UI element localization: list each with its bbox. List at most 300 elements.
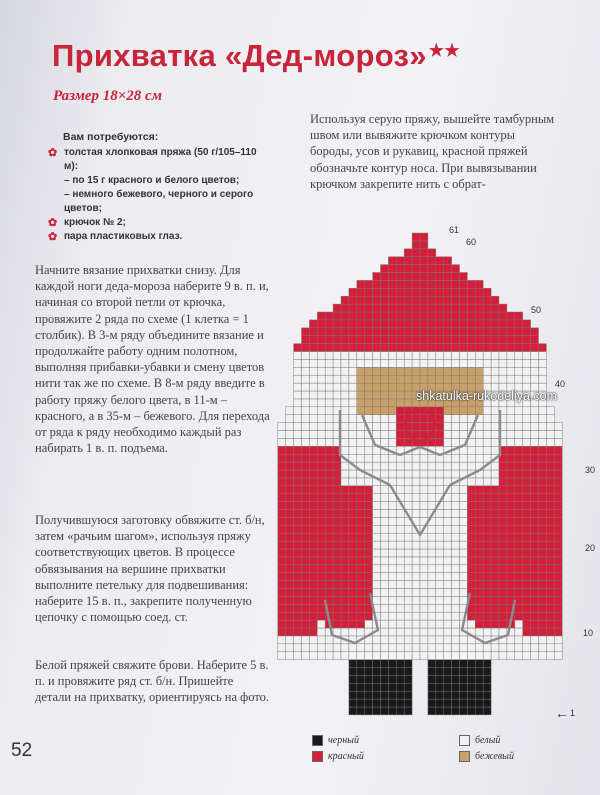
chart-cell	[388, 304, 396, 312]
chart-cell	[436, 359, 444, 367]
chart-cell	[349, 533, 357, 541]
chart-cell	[412, 557, 420, 565]
instructions-paragraph: Белой пряжей свяжите брови. Наберите 5 в. п. и провяжите ряд ст. б/н. Пришейте детали на прихватку, ориентируясь на фото.	[35, 658, 269, 705]
chart-cell	[381, 573, 389, 581]
chart-cell	[523, 423, 531, 431]
chart-cell	[357, 438, 365, 446]
chart-cell	[452, 549, 460, 557]
chart-cell	[539, 557, 547, 565]
chart-cell	[531, 470, 539, 478]
chart-cell	[523, 636, 531, 644]
chart-cell	[286, 628, 294, 636]
chart-cell	[396, 525, 404, 533]
chart-cell	[539, 502, 547, 510]
chart-cell	[357, 375, 365, 383]
chart-cell	[309, 320, 317, 328]
chart-cell	[341, 486, 349, 494]
chart-cell	[412, 494, 420, 502]
chart-cell	[365, 312, 373, 320]
chart-cell	[381, 312, 389, 320]
crochet-chart	[270, 215, 600, 730]
chart-cell	[428, 438, 436, 446]
chart-cell	[388, 415, 396, 423]
chart-cell	[381, 683, 389, 691]
chart-cell	[333, 336, 341, 344]
chart-cell	[531, 478, 539, 486]
chart-cell	[554, 533, 562, 541]
chart-cell	[515, 367, 523, 375]
chart-cell	[436, 336, 444, 344]
chart-cell	[507, 423, 515, 431]
chart-cell	[341, 383, 349, 391]
chart-cell	[539, 423, 547, 431]
chart-cell	[436, 620, 444, 628]
chart-cell	[507, 517, 515, 525]
chart-cell	[404, 280, 412, 288]
chart-cell	[412, 344, 420, 352]
chart-cell	[317, 581, 325, 589]
chart-cell	[452, 494, 460, 502]
chart-cell	[349, 620, 357, 628]
chart-cell	[381, 352, 389, 360]
chart-cell	[475, 533, 483, 541]
chart-cell	[523, 352, 531, 360]
chart-cell	[317, 549, 325, 557]
chart-cell	[333, 589, 341, 597]
chart-cell	[373, 517, 381, 525]
chart-cell	[475, 336, 483, 344]
chart-cell	[531, 525, 539, 533]
chart-cell	[286, 652, 294, 660]
chart-cell	[428, 454, 436, 462]
chart-cell	[412, 589, 420, 597]
chart-cell	[381, 510, 389, 518]
chart-cell	[420, 510, 428, 518]
chart-cell	[333, 470, 341, 478]
chart-cell	[317, 525, 325, 533]
chart-cell	[302, 336, 310, 344]
chart-cell	[309, 581, 317, 589]
chart-cell	[381, 399, 389, 407]
chart-cell	[357, 280, 365, 288]
chart-cell	[388, 565, 396, 573]
chart-cell	[317, 557, 325, 565]
chart-cell	[381, 320, 389, 328]
chart-cell	[404, 478, 412, 486]
chart-cell	[467, 549, 475, 557]
chart-cell	[436, 675, 444, 683]
chart-cell	[388, 683, 396, 691]
chart-cell	[341, 359, 349, 367]
chart-cell	[302, 596, 310, 604]
chart-cell	[531, 454, 539, 462]
chart-cell	[444, 375, 452, 383]
chart-cell	[483, 668, 491, 676]
chart-cell	[309, 438, 317, 446]
chart-cell	[317, 565, 325, 573]
chart-cell	[475, 304, 483, 312]
chart-cell	[302, 446, 310, 454]
chart-cell	[302, 431, 310, 439]
chart-cell	[428, 573, 436, 581]
chart-cell	[483, 699, 491, 707]
chart-cell	[333, 517, 341, 525]
chart-cell	[491, 462, 499, 470]
chart-cell	[539, 589, 547, 597]
chart-cell	[341, 320, 349, 328]
chart-cell	[475, 328, 483, 336]
chart-cell	[357, 446, 365, 454]
chart-cell	[436, 612, 444, 620]
chart-cell	[428, 644, 436, 652]
chart-cell	[357, 494, 365, 502]
chart-cell	[388, 288, 396, 296]
chart-cell	[309, 399, 317, 407]
chart-cell	[325, 502, 333, 510]
chart-cell	[546, 415, 554, 423]
chart-cell	[381, 502, 389, 510]
chart-cell	[475, 517, 483, 525]
chart-cell	[381, 699, 389, 707]
chart-cell	[515, 486, 523, 494]
chart-cell	[317, 541, 325, 549]
chart-cell	[460, 557, 468, 565]
chart-cell	[467, 462, 475, 470]
chart-cell	[309, 470, 317, 478]
chart-cell	[373, 399, 381, 407]
chart-cell	[507, 486, 515, 494]
chart-cell	[373, 304, 381, 312]
chart-cell	[357, 478, 365, 486]
chart-cell	[404, 644, 412, 652]
chart-cell	[452, 604, 460, 612]
chart-cell	[412, 288, 420, 296]
chart-cell	[523, 375, 531, 383]
chart-cell	[309, 541, 317, 549]
chart-legend	[312, 733, 572, 769]
chart-cell	[467, 407, 475, 415]
chart-cell	[396, 644, 404, 652]
chart-cell	[452, 675, 460, 683]
row-label-20: 20	[585, 543, 596, 553]
chart-cell	[444, 265, 452, 273]
chart-cell	[475, 288, 483, 296]
chart-cell	[404, 336, 412, 344]
chart-cell	[388, 359, 396, 367]
chart-cell	[349, 336, 357, 344]
chart-cell	[294, 438, 302, 446]
chart-cell	[428, 352, 436, 360]
chart-cell	[309, 644, 317, 652]
chart-cell	[286, 589, 294, 597]
chart-cell	[404, 636, 412, 644]
chart-cell	[317, 517, 325, 525]
chart-cell	[499, 652, 507, 660]
chart-cell	[381, 273, 389, 281]
chart-cell	[428, 620, 436, 628]
chart-cell	[373, 352, 381, 360]
chart-cell	[294, 620, 302, 628]
chart-cell	[412, 423, 420, 431]
chart-cell	[309, 431, 317, 439]
chart-cell	[507, 478, 515, 486]
chart-cell	[396, 375, 404, 383]
chart-cell	[309, 573, 317, 581]
chart-cell	[412, 312, 420, 320]
chart-cell	[412, 320, 420, 328]
chart-cell	[404, 359, 412, 367]
chart-cell	[539, 359, 547, 367]
chart-cell	[325, 486, 333, 494]
chart-cell	[278, 494, 286, 502]
chart-cell	[507, 573, 515, 581]
chart-cell	[460, 525, 468, 533]
chart-cell	[333, 320, 341, 328]
chart-cell	[483, 423, 491, 431]
row-label-60: 60	[466, 237, 477, 247]
chart-cell	[294, 589, 302, 597]
chart-cell	[539, 470, 547, 478]
chart-cell	[483, 359, 491, 367]
chart-cell	[460, 691, 468, 699]
chart-cell	[491, 312, 499, 320]
chart-cell	[452, 533, 460, 541]
chart-cell	[460, 565, 468, 573]
chart-cell	[325, 454, 333, 462]
chart-cell	[357, 581, 365, 589]
chart-cell	[452, 573, 460, 581]
chart-cell	[404, 494, 412, 502]
chart-cell	[507, 644, 515, 652]
chart-cell	[396, 517, 404, 525]
chart-cell	[396, 257, 404, 265]
chart-cell	[412, 375, 420, 383]
chart-cell	[349, 344, 357, 352]
chart-cell	[373, 533, 381, 541]
chart-cell	[333, 549, 341, 557]
chart-cell	[531, 533, 539, 541]
chart-cell	[428, 707, 436, 715]
chart-cell	[349, 691, 357, 699]
chart-cell	[460, 486, 468, 494]
chart-cell	[317, 486, 325, 494]
chart-cell	[404, 454, 412, 462]
chart-cell	[294, 470, 302, 478]
chart-cell	[286, 644, 294, 652]
chart-cell	[499, 510, 507, 518]
chart-cell	[278, 628, 286, 636]
chart-cell	[357, 691, 365, 699]
chart-cell	[396, 462, 404, 470]
chart-cell	[333, 581, 341, 589]
chart-cell	[286, 596, 294, 604]
chart-cell	[396, 628, 404, 636]
chart-cell	[460, 541, 468, 549]
chart-cell	[365, 320, 373, 328]
chart-cell	[515, 652, 523, 660]
chart-cell	[554, 557, 562, 565]
chart-cell	[388, 328, 396, 336]
chart-cell	[349, 525, 357, 533]
chart-cell	[475, 660, 483, 668]
chart-cell	[444, 565, 452, 573]
chart-cell	[452, 502, 460, 510]
chart-cell	[373, 691, 381, 699]
chart-cell	[325, 573, 333, 581]
chart-cell	[302, 636, 310, 644]
chart-cell	[523, 431, 531, 439]
chart-cell	[388, 707, 396, 715]
chart-cell	[531, 446, 539, 454]
chart-cell	[365, 367, 373, 375]
chart-cell	[412, 273, 420, 281]
chart-cell	[460, 675, 468, 683]
chart-cell	[365, 280, 373, 288]
chart-cell	[317, 644, 325, 652]
chart-cell	[452, 265, 460, 273]
chart-cell	[420, 596, 428, 604]
chart-cell	[333, 604, 341, 612]
chart-cell	[325, 367, 333, 375]
chart-cell	[349, 359, 357, 367]
chart-cell	[420, 359, 428, 367]
chart-cell	[373, 288, 381, 296]
chart-cell	[420, 375, 428, 383]
chart-cell	[317, 415, 325, 423]
chart-cell	[436, 470, 444, 478]
chart-cell	[539, 446, 547, 454]
chart-cell	[531, 328, 539, 336]
chart-cell	[452, 707, 460, 715]
chart-cell	[554, 431, 562, 439]
chart-cell	[515, 344, 523, 352]
chart-cell	[546, 628, 554, 636]
chart-cell	[523, 470, 531, 478]
chart-cell	[286, 549, 294, 557]
chart-cell	[436, 288, 444, 296]
chart-cell	[317, 636, 325, 644]
chart-cell	[286, 502, 294, 510]
chart-cell	[286, 573, 294, 581]
chart-cell	[404, 391, 412, 399]
chart-cell	[523, 525, 531, 533]
chart-cell	[531, 431, 539, 439]
chart-cell	[341, 557, 349, 565]
chart-cell	[523, 462, 531, 470]
chart-cell	[404, 249, 412, 257]
chart-cell	[428, 612, 436, 620]
chart-cell	[452, 288, 460, 296]
chart-cell	[539, 541, 547, 549]
chart-cell	[373, 668, 381, 676]
chart-cell	[404, 296, 412, 304]
chart-cell	[420, 557, 428, 565]
chart-cell	[286, 541, 294, 549]
chart-cell	[467, 660, 475, 668]
chart-cell	[333, 383, 341, 391]
chart-cell	[365, 446, 373, 454]
chart-cell	[531, 359, 539, 367]
chart-cell	[467, 288, 475, 296]
chart-cell	[475, 620, 483, 628]
chart-cell	[325, 352, 333, 360]
chart-cell	[436, 344, 444, 352]
chart-cell	[388, 628, 396, 636]
chart-cell	[349, 399, 357, 407]
chart-cell	[325, 470, 333, 478]
chart-cell	[294, 423, 302, 431]
chart-cell	[539, 636, 547, 644]
chart-cell	[539, 407, 547, 415]
chart-cell	[381, 541, 389, 549]
chart-cell	[381, 612, 389, 620]
chart-cell	[381, 660, 389, 668]
chart-cell	[317, 533, 325, 541]
chart-cell	[444, 581, 452, 589]
chart-cell	[286, 494, 294, 502]
chart-cell	[278, 423, 286, 431]
chart-cell	[341, 541, 349, 549]
chart-cell	[491, 644, 499, 652]
chart-cell	[373, 273, 381, 281]
chart-cell	[420, 628, 428, 636]
chart-cell	[428, 660, 436, 668]
chart-cell	[554, 541, 562, 549]
chart-cell	[507, 502, 515, 510]
chart-cell	[412, 280, 420, 288]
chart-cell	[491, 533, 499, 541]
chart-cell	[365, 502, 373, 510]
chart-cell	[404, 288, 412, 296]
chart-cell	[436, 644, 444, 652]
chart-cell	[381, 636, 389, 644]
chart-cell	[428, 604, 436, 612]
chart-cell	[475, 375, 483, 383]
chart-cell	[475, 446, 483, 454]
chart-cell	[388, 541, 396, 549]
chart-cell	[460, 336, 468, 344]
chart-cell	[531, 494, 539, 502]
chart-cell	[341, 525, 349, 533]
chart-cell	[333, 644, 341, 652]
chart-cell	[349, 604, 357, 612]
chart-cell	[388, 517, 396, 525]
chart-cell	[515, 407, 523, 415]
chart-cell	[475, 454, 483, 462]
chart-cell	[278, 431, 286, 439]
chart-cell	[436, 699, 444, 707]
chart-cell	[341, 604, 349, 612]
chart-cell	[341, 565, 349, 573]
chart-cell	[404, 470, 412, 478]
chart-cell	[294, 391, 302, 399]
chart-cell	[460, 423, 468, 431]
chart-cell	[302, 541, 310, 549]
chart-cell	[373, 581, 381, 589]
chart-cell	[357, 549, 365, 557]
chart-cell	[373, 541, 381, 549]
chart-cell	[499, 375, 507, 383]
chart-cell	[428, 273, 436, 281]
chart-cell	[357, 336, 365, 344]
chart-cell	[499, 367, 507, 375]
page-number: 52	[11, 740, 33, 761]
chart-cell	[349, 675, 357, 683]
chart-cell	[436, 652, 444, 660]
chart-cell	[404, 707, 412, 715]
chart-cell	[357, 423, 365, 431]
chart-cell	[333, 533, 341, 541]
